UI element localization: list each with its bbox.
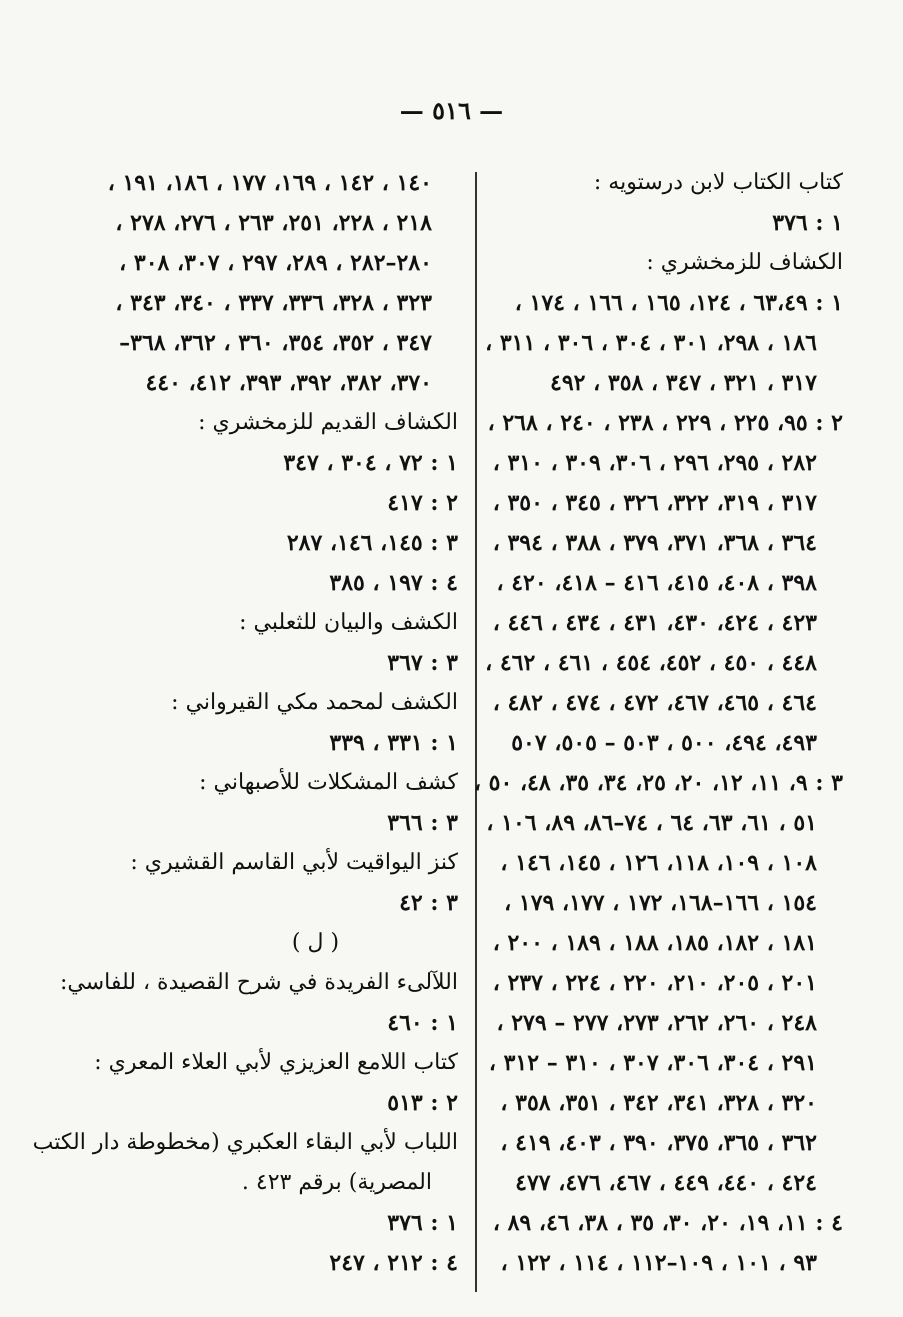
index-entry-continuation: ٤٩٣، ٤٩٤، ٥٠٠ ، ٥٠٣ – ٥٠٥، ٥٠٧	[511, 730, 817, 756]
index-entry-continuation: ٢٠١ ، ٢٠٥، ٢١٠، ٢٢٠ ، ٢٢٤ ، ٢٣٧ ،	[492, 970, 817, 996]
index-entry-continuation: ١٠٨ ، ١٠٩، ١١٨، ١٢٦ ، ١٤٥، ١٤٦ ،	[500, 850, 817, 876]
index-entry-continuation: ٥١ ، ٦١، ٦٣، ٦٤ ، ٧٤–٨٦، ٨٩، ١٠٦ ،	[486, 810, 817, 836]
index-heading: كنز اليواقيت لأبي القاسم القشيري :	[130, 850, 458, 875]
index-entry-continuation: ٤٢٣ ، ٤٢٤، ٤٣٠، ٤٣١ ، ٤٣٤ ، ٤٤٦ ،	[492, 610, 817, 636]
index-entry-continuation: ٢٤٨ ، ٢٦٠، ٢٦٢، ٢٧٣، ٢٧٧ – ٢٧٩ ،	[496, 1010, 817, 1036]
index-heading: كشف المشكلات للأصبهاني :	[199, 770, 458, 795]
index-entry-continuation: ٣٦٢ ، ٣٦٥، ٣٧٥، ٣٩٠ ، ٤٠٣، ٤١٩ ،	[500, 1130, 817, 1156]
index-heading: الكشف والبيان للثعلبي :	[239, 610, 458, 635]
index-entry-continuation: ١٨١ ، ١٨٢، ١٨٥، ١٨٨ ، ١٨٩ ، ٢٠٠ ،	[492, 930, 817, 956]
index-entry-line: ١ : ٧٢ ، ٣٠٤ ، ٣٤٧	[283, 450, 458, 476]
page-number: — ٥١٦ —	[399, 96, 504, 125]
index-entry-continuation: ٣٤٧ ، ٣٥٢، ٣٥٤، ٣٦٠ ، ٣٦٢، ٣٦٨–	[119, 330, 432, 356]
index-entry-continuation: ١٨٦ ، ٢٩٨، ٣٠١ ، ٣٠٤ ، ٣٠٦ ، ٣١١ ،	[485, 330, 817, 356]
section-letter-heading: ( ل )	[291, 930, 340, 955]
index-entry-continuation: ٣١٧ ، ٣١٩، ٣٢٢، ٣٢٦ ، ٣٤٥ ، ٣٥٠ ،	[492, 490, 817, 516]
index-entry-line: ٤ : ١٩٧ ، ٣٨٥	[329, 570, 458, 596]
index-heading: الكشاف القديم للزمخشري :	[198, 410, 458, 435]
index-entry-continuation: ٣٧٠، ٣٨٢، ٣٩٢، ٣٩٣، ٤١٢، ٤٤٠	[145, 370, 432, 396]
index-entry-line: ٢ : ٥١٣	[387, 1090, 458, 1116]
index-entry-continuation: ٤٢٤ ، ٤٤٠، ٤٤٩ ، ٤٦٧، ٤٧٦، ٤٧٧	[515, 1170, 817, 1196]
index-entry-line: ٢ : ٤١٧	[387, 490, 458, 516]
index-entry-continuation: ٣٢٠ ، ٣٢٨، ٣٤١، ٣٤٢ ، ٣٥١، ٣٥٨ ،	[500, 1090, 817, 1116]
index-entry-line: ١ : ٤٦٠	[387, 1010, 458, 1036]
index-entry-continuation: ٣١٧ ، ٣٢١ ، ٣٤٧ ، ٣٥٨ ، ٤٩٢	[550, 370, 817, 396]
index-entry-continuation: ٣٩٨ ، ٤٠٨، ٤١٥، ٤١٦ – ٤١٨، ٤٢٠ ،	[496, 570, 817, 596]
index-entry-continuation: ٢٩١ ، ٣٠٤، ٣٠٦، ٣٠٧ ، ٣١٠ – ٣١٢ ،	[488, 1050, 817, 1076]
index-heading-continuation: المصرية) برقم ٤٢٣ .	[241, 1170, 432, 1195]
index-entry-line: ٣ : ٤٢	[399, 890, 458, 916]
index-entry-line: ٣ : ١٤٥، ١٤٦، ٢٨٧	[286, 530, 458, 556]
index-entry-continuation: ٣٦٤ ، ٣٦٨، ٣٧١، ٣٧٩ ، ٣٨٨ ، ٣٩٤ ،	[492, 530, 817, 556]
index-entry-line: ٤ : ١١، ١٩، ٢٠، ٣٠، ٣٥ ، ٣٨، ٤٦، ٨٩ ،	[492, 1210, 843, 1236]
index-entry-continuation: ١٤٠ ، ١٤٢ ، ١٦٩، ١٧٧ ، ١٨٦، ١٩١ ،	[107, 170, 432, 196]
index-entry-continuation: ٢٨٠–٢٨٢ ، ٢٨٩، ٢٩٧ ، ٣٠٧، ٣٠٨ ،	[119, 250, 432, 276]
index-entry-line: ١ : ٦٣،٤٩ ، ١٢٤، ١٦٥ ، ١٦٦ ، ١٧٤ ،	[514, 290, 843, 316]
index-heading: كتاب اللامع العزيزي لأبي العلاء المعري :	[94, 1050, 458, 1075]
index-entry-continuation: ٢١٨ ، ٢٢٨، ٢٥١، ٢٦٣ ، ٢٧٦، ٢٧٨ ،	[115, 210, 432, 236]
index-entry-line: ٢ : ٩٥، ٢٢٥ ، ٢٢٩ ، ٢٣٨ ، ٢٤٠ ، ٢٦٨ ،	[487, 410, 843, 436]
index-entry-line: ١ : ٣٣١ ، ٣٣٩	[329, 730, 458, 756]
index-entry-line: ٣ : ٣٦٦	[387, 810, 458, 836]
index-entry-line: ٣ : ٩، ١١، ١٢، ٢٠، ٢٥، ٣٤، ٣٥، ٤٨، ٥٠ ،	[473, 770, 843, 796]
index-heading: اللباب لأبي البقاء العكبري (مخطوطة دار الكتب	[32, 1130, 458, 1155]
index-heading: الكشف لمحمد مكي القيرواني :	[171, 690, 458, 715]
index-entry-line: ١ : ٣٧٦	[772, 210, 843, 236]
index-entry-continuation: ١٥٤ ، ١٦٦–١٦٨، ١٧٢ ، ١٧٧، ١٧٩ ،	[504, 890, 817, 916]
index-entry-continuation: ٣٢٣ ، ٣٢٨، ٣٣٦، ٣٣٧ ، ٣٤٠، ٣٤٣ ،	[115, 290, 432, 316]
index-entry-line: ٣ : ٣٦٧	[387, 650, 458, 676]
index-entry-continuation: ٢٨٢ ، ٢٩٥، ٢٩٦ ، ٣٠٦، ٣٠٩ ، ٣١٠ ،	[492, 450, 817, 476]
index-entry-continuation: ٩٣ ، ١٠١ ، ١٠٩–١١٢ ، ١١٤ ، ١٢٢ ،	[500, 1250, 817, 1276]
index-entry-line: ١ : ٣٧٦	[387, 1210, 458, 1236]
index-heading: كتاب الكتاب لابن درستويه :	[593, 170, 843, 195]
index-entry-continuation: ٤٦٤ ، ٤٦٥، ٤٦٧، ٤٧٢ ، ٤٧٤ ، ٤٨٢ ،	[492, 690, 817, 716]
index-heading: اللآلىء الفريدة في شرح القصيدة ، للفاسي:	[59, 970, 458, 995]
index-entry-line: ٤ : ٢١٢ ، ٢٤٧	[329, 1250, 458, 1276]
index-heading: الكشاف للزمخشري :	[646, 250, 843, 275]
index-entry-continuation: ٤٤٨ ، ٤٥٠ ، ٤٥٢، ٤٥٤ ، ٤٦١ ، ٤٦٢ ،	[485, 650, 817, 676]
right-column	[453, 163, 843, 1283]
left-column	[32, 163, 458, 1283]
